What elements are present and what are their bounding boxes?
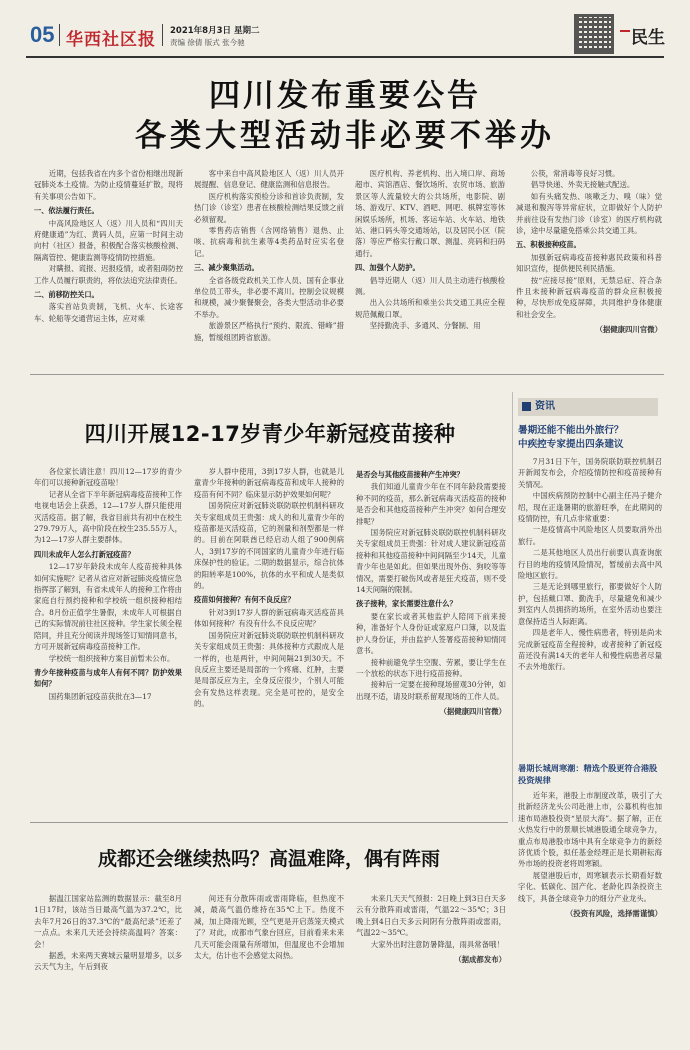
paragraph: 展望港股后市，周寒颖表示长期看好数字化、低碳化、国产化、老龄化四条投资主线下，具备全球竞争力的细分产业龙头。 [518,870,662,903]
sidebar-tag-label: 资讯 [535,401,555,412]
paragraph: 倡导近期人（返）川人员主动进行核酸检测。 [355,275,505,297]
paragraph: 中高风险地区人（返）川人员和“四川天府健康通”为红、黄码人员，应第一时间主动向村（社区）报备，积极配合落实核酸检测、隔离管控、健康监测等疫情防控措施。 [34,218,183,262]
paragraph: 如有头痛发热、咳嗽乏力、嗅（味）觉减退和腹泻等异常症状，立即做好个人防护并前往设有发热门诊（诊室）的医疗机构就诊，途中尽量避免搭乘公共交通工具。 [516,191,662,236]
page-number: 05 [30,22,55,47]
article1-col2 [194,168,344,370]
sidebar-story1-title-line2: 中疾控专家提出四条建议 [518,439,624,450]
article2-col3 [356,466,506,810]
paragraph: 学校统一组织接种方案目前暂未公布。 [48,653,175,663]
paragraph: 接种后一定要在接种现场留观30分钟，如出现不适，请及时联系留观现场的工作人员。 [356,680,506,701]
editor-line: 责编 徐倩 版式 张今驰 [170,38,245,47]
article3-col1 [34,893,182,1033]
paragraph: 国药集团新冠疫苗获批在3—17 [48,691,152,701]
source-credit: （据成都发布） [454,955,506,965]
paragraph: 我们知道儿童青少年在不同年龄段需要接种不同的疫苗，那么新冠病毒灭活疫苗的接种是否会和其他疫苗接种产生冲突？如何合理安排呢？ [356,482,506,526]
paragraph: 近年来，港股上市制度改革，吸引了大批新经济龙头公司赴港上市，公募机构也加速布局港股投资“星辰大海”。据了解，正在火热发行中的景顺长城港股通全球竞争力，重点布局港股市场中具有全球竞争力的新经济优质个股，拟任基金经理正是长期耕耘海外市场的投资老将周寒颖。 [518,791,662,869]
masthead-divider [59,24,60,46]
paragraph: 要在家长或者其他监护人陪同下前来接种，准备好个人身份证或家庭户口簿，以及监护人身份证，并由监护人签署疫苗接种知情同意书。 [356,611,506,656]
paragraph: 按“应接尽接”原则，无禁忌症、符合条件且未接种新冠病毒疫苗的群众应积极接种，尽快形成免疫屏障，共同维护身体健康和社会安全。 [516,275,662,319]
paragraph: 间还有分散阵雨或雷雨降临，但热度不减，最高气温仍维持在35℃上下。热度不减，加上降雨光顾，空气更是开启蒸笼天模式了？对此，成都市气象台回应，目前看来未来几天可能会雨量有所增加，但温度也不会增加太大，估计也不会感觉太闷热。 [194,894,344,961]
article1-col4 [516,168,662,370]
article1-bottom-rule [30,374,664,375]
paragraph: 7月31日下午，国务院联防联控机制召开新闻发布会，介绍疫情防控和疫苗接种有关情况。 [518,457,662,489]
source-credit: （据健康四川官微） [595,325,662,335]
paragraph: 针对3到17岁人群的新冠病毒灭活疫苗具体如何接种？有没有什么不良反应呢？ [194,607,344,629]
paragraph: 近期，包括我省在内多个省份相继出现新冠肺炎本土疫情。为防止疫情蔓延扩散，现将有关事项公告如下。 [34,169,183,201]
section-label: 民生 [631,28,665,48]
paragraph: 客中来自中高风险地区人（返）川人员开展提醒、信息登记、健康监测和信息报告。 [194,169,344,190]
subheading: 四川未成年人怎么打新冠疫苗？ [34,549,135,559]
paragraph: 据悉，未来两天赛城云量明显增多，以多云天气为主，午后到夜 [34,951,182,972]
paragraph: 中国疾病预防控制中心副主任冯子健介绍，现在正逢暑期的旅游旺季，在此期间的疫情防控，有几点非常重要： [518,491,662,524]
paragraph: 国务院应对新冠肺炎联防联控机制科研攻关专家组成员王贵强：成人的和儿童青少年的疫苗都是灭活疫苗，它的剂量和剂型都是一样的。目前在阿联酋已经启动人组了900例病人，3到17岁的不同国家的儿童青少年进行临床保护性的验证。二期的数据显示，综合抗体的阳转率是100%，抗体的水平和成人是类似的。 [194,501,344,591]
paragraph: 旅游景区严格执行“预约、限流、错峰”措施，暂缓组团跨省旅游。 [194,321,344,342]
section-divider [620,30,630,32]
sidebar-tag-icon [522,402,531,411]
article2-title: 四川开展12-17岁青少年新冠疫苗接种 [84,422,456,446]
subheading: 五、积极接种疫苗。 [516,240,581,250]
paragraph: 12—17岁年龄段未成年人疫苗接种具体如何实施呢？记者从省应对新冠肺炎疫情应急指挥部了解到，有省未成年人的接种工作将由家庭自行预约接种和学校统一组织接种相结合。8月份正值学生暑假，未成年人可根据自己的实际情况前往社区接种。学生家长须全程陪同，并且充分阅读并现场签订知情同意书，方可开展新冠病毒疫苗接种工作。 [34,562,182,652]
article1-title-line1: 四川发布重要公告 [209,78,481,114]
article3-col2 [194,893,344,1033]
paragraph: 接种前避免学生空腹、劳累，要让学生在一个放松的状态下进行疫苗接种。 [356,657,506,678]
sidebar-story2-body [518,790,662,1035]
masthead-divider [162,24,163,46]
article1-title-line2: 各类大型活动非必要不举办 [135,118,555,154]
paragraph: 未来几天天气预报：2日晚上到3日白天多云有分散阵雨或雷雨，气温22～35℃；3日晚上到4日白天多云间阴有分散阵雨或雷雨，气温22～35℃。 [356,894,506,938]
paragraph: 三是无论到哪里旅行，都要做好个人防护，包括戴口罩、勤洗手，尽量避免和减少到室内人员拥挤的场所，在室外活动也要注意保持适当人际距离。 [518,582,662,626]
article3-title: 成都还会继续热吗？高温难降，偶有阵雨 [97,848,440,870]
paragraph: 各位家长请注意！四川12—17岁的青少年们可以接种新冠疫苗啦！ [34,467,182,488]
paragraph: 岁人群中使用，3到17岁人群，也就是儿童青少年接种的新冠病毒疫苗和成年人接种的疫苗有何不同？临床显示防护效果如何呢？ [194,467,344,499]
subheading: 青少年接种疫苗与成年人有何不同？防护效果如何？ [34,667,182,689]
article1-headline [26,66,664,162]
paragraph: 大家外出时注意防暑降温，雨具常备哦！ [370,939,504,949]
article2-col1 [34,466,182,810]
paragraph: 加强新冠病毒疫苗接种惠民政策和科普知识宣传，提供便民利民措施。 [516,252,662,274]
qr-code-icon [574,14,614,54]
subheading: 三、减少聚集活动。 [194,263,259,273]
source-credit: （投资有风险，选择需谨慎） [565,909,662,919]
paragraph: 公筷，常消毒等良好习惯。 [530,169,620,178]
paragraph: 出入公共场所和乘坐公共交通工具应全程规范佩戴口罩。 [355,298,505,319]
article3-top-rule [30,822,508,823]
paragraph: 医疗机构落实预检分诊和首诊负责制，发热门诊（诊室）患者在核酸检测结果反馈之前必须留观。 [194,191,344,224]
paragraph: 倡导快递、外卖无接触式配送。 [530,180,635,190]
paragraph: 据温江国家站监测的数据显示：截至8月1日17时，该站当日最高气温为37.2℃，比去年7月26日的37.3℃的“最高纪录”还差了一点点。未来几天还会持续高温吗？答案：会！ [34,894,182,949]
paragraph: 零售药店销售（含网络销售）退热、止咳、抗病毒和抗生素等4类药品时应实名登记。 [194,226,344,258]
sidebar-tag [518,398,658,416]
article1-col1 [34,168,183,370]
paragraph: 四是老年人、慢性病患者，特别是尚未完成新冠疫苗全程接种，或者接种了新冠疫苗还没有满14天的老年人和慢性病患者尽量不去外地旅行。 [518,628,662,672]
subheading: 孩子接种，家长需要注意什么？ [356,599,457,609]
paragraph: 对瞒报、谎报、迟报疫情，或者阻碍防控工作人员履行职责的，将依法追究法律责任。 [34,264,183,285]
masthead [0,0,690,68]
paragraph: 一是疫情高中风险地区人员要取消外出旅行。 [518,525,662,546]
sidebar-story1-title [518,424,662,452]
paragraph: 记者从全省下半年新冠病毒疫苗接种工作电视电话会上获悉，12—17岁人群只能使用灭活疫苗。据了解，我省目前共有初中在校生279.79万人，高中阶段在校生235.55万人，为12—17岁人群主要群体。 [34,489,182,545]
subheading: 二、前移防控关口。 [34,290,99,300]
subheading: 是否会与其他疫苗接种产生冲突？ [356,470,464,479]
date-line: 2021年8月3日 星期二 [170,26,260,36]
masthead-rule [26,56,664,58]
paragraph: 坚持勤洗手、多通风、分餐制、用 [369,321,481,331]
article3-col3 [356,893,506,1033]
subheading: 四、加强个人防护。 [355,263,420,273]
sidebar-story1-title-line1: 暑期还能不能出外旅行？ [518,425,624,436]
article2-col2 [194,466,344,810]
source-credit: （据健康四川官微） [439,707,506,717]
paragraph: 国务院应对新冠肺炎联防联控机制科研攻关专家组成员王贵强：针对成人建议新冠疫苗接种和其他疫苗接种中间间隔至少14天，儿童青少年也是如此。但如果出现外伤、狗咬等等情况，需要打破伤风或者是狂犬疫苗，则不受14天间隔的限制。 [356,528,506,595]
subheading: 疫苗如何接种？有何不良反应？ [194,595,295,605]
paper-name: 华西社区报 [66,30,156,50]
paragraph: 二是其他地区人员出行前要认真查询旅行目的地的疫情风险情况，暂缓前去高中风险地区旅行。 [518,548,662,581]
sidebar-story2-title: 暑期长城周寒潮：精选个股更符合港股投资规律 [518,763,658,785]
paragraph: 落实首站负责制，飞机、火车、长途客车、轮船等交通营运主体，应对乘 [34,302,183,323]
paragraph: 医疗机构、养老机构、出入境口岸、商场超市、宾馆酒店、餐饮场所、农贸市场、旅游景区等人流量较大的公共场所，电影院、剧场、游戏厅、KTV、酒吧、网吧、棋牌室等休闲娱乐场所，机场、客运车站、火车站、地铁站、港口码头等交通场站，以及居民小区（院落）等应严格实行戴口罩、测温、亮码和扫码通行。 [355,169,505,258]
paragraph: 国务院应对新冠肺炎联防联控机制科研攻关专家组成员王贵强：具体接种方式跟成人是一样的，也是两针，中间间隔21到30天。不良反应主要还是局部的一个疼痛、红肿，主要是局部反应为主，全身反应很少，个别人可能会有发热这样表现。完全是可控的，是安全的。 [194,630,344,709]
paragraph: 全省各级党政机关工作人员、国有企事业单位员工带头，非必要不离川。控制会议规模和规模，减少聚餐聚会，各类大型活动非必要不举办。 [194,275,344,319]
article1-col3 [355,168,505,370]
subheading: 一、依法履行责任。 [34,206,99,216]
sidebar-story1-body [518,456,662,756]
